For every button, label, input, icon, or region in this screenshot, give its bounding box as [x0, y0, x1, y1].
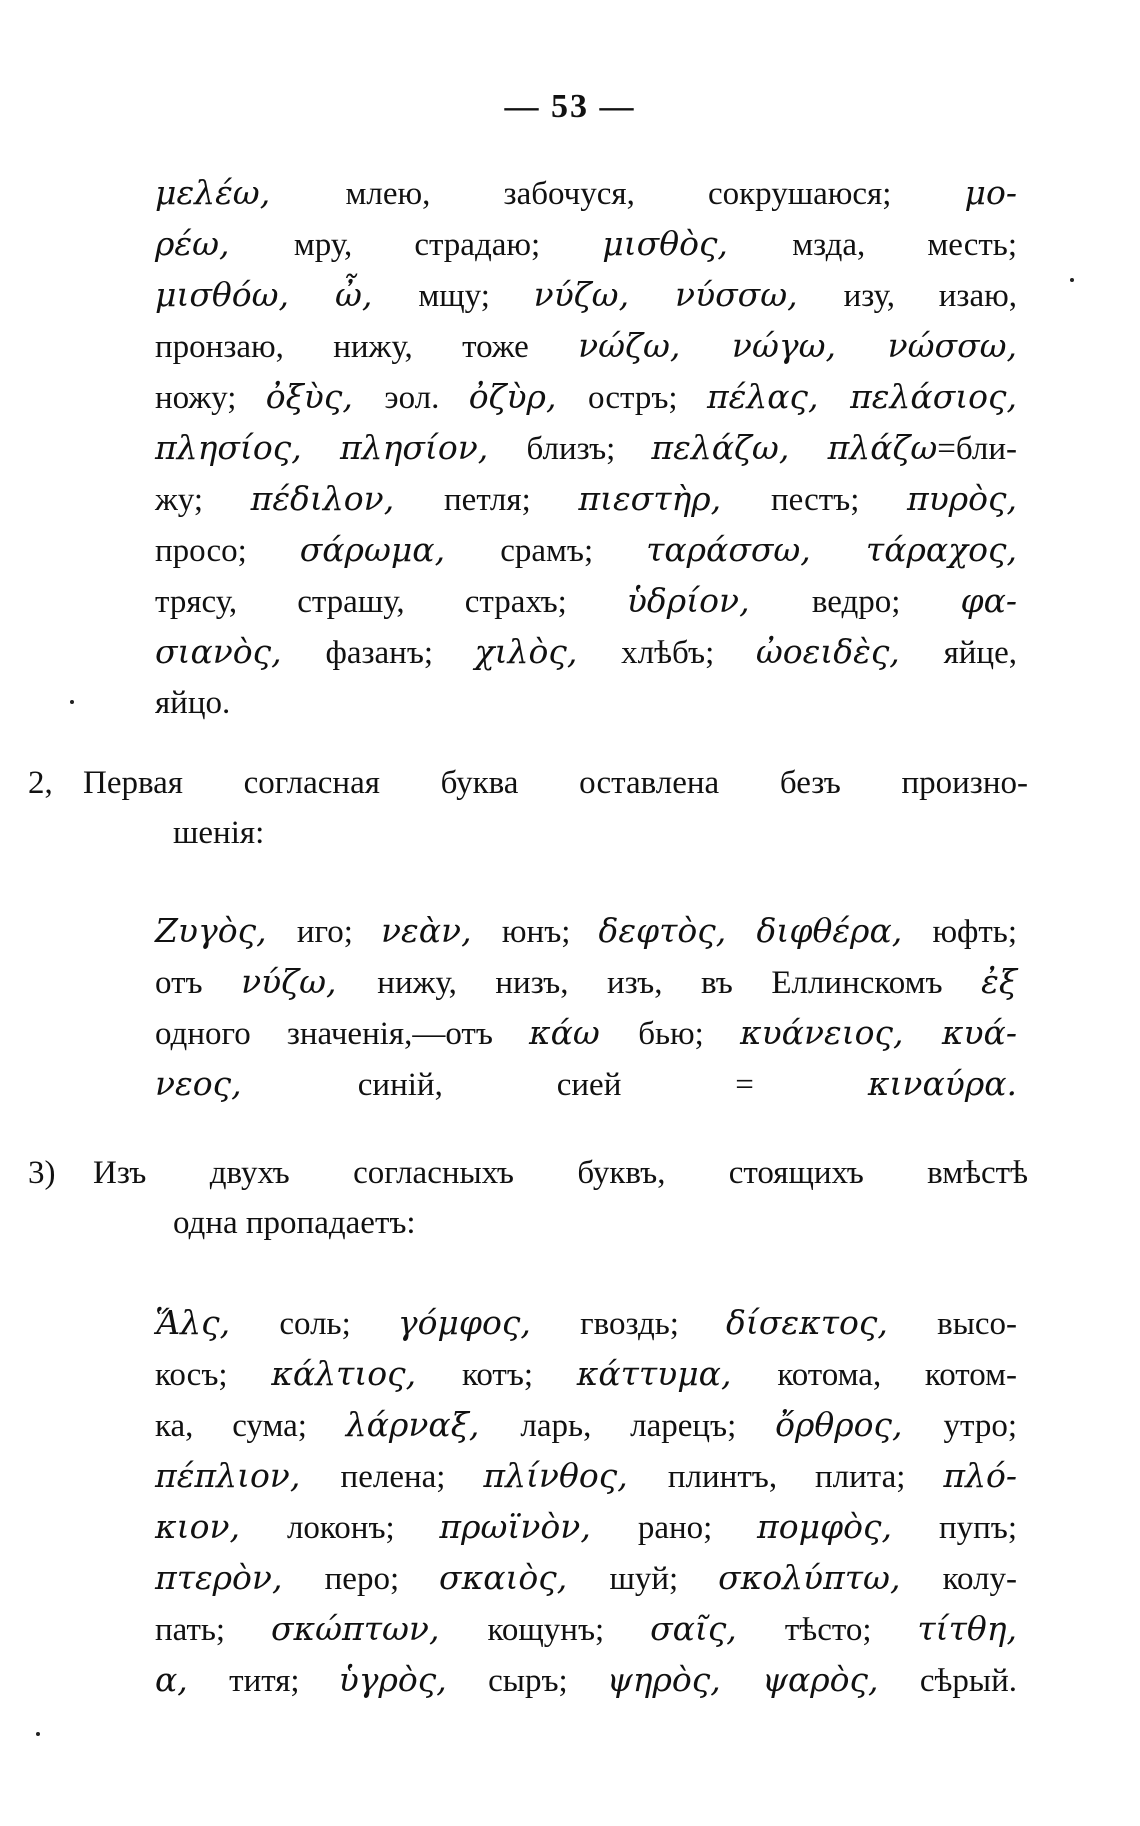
greek-word: ὄρθρος, [775, 1405, 944, 1444]
text-line [155, 1451, 1017, 1502]
paragraph-1 [155, 168, 1017, 728]
russian-text: котъ; [462, 1357, 577, 1393]
greek-word: κάττυμα, [576, 1354, 778, 1393]
russian-text: колу- [942, 1561, 1017, 1597]
greek-word: πέδιλον, [250, 479, 445, 518]
russian-text: изу, изаю, [843, 278, 1018, 314]
greek-word: κιον, [155, 1507, 287, 1546]
text-line [155, 1502, 1017, 1553]
heading-line-2: шенія: [173, 815, 265, 851]
russian-text: иго; [296, 914, 381, 950]
russian-text: утро; [943, 1408, 1017, 1444]
greek-word: σκαιὸς, [439, 1558, 610, 1597]
greek-word: ὑδρίον, [626, 581, 812, 620]
russian-text: тѣсто; [784, 1612, 918, 1648]
russian-text: пелена; [340, 1459, 484, 1495]
greek-word: πλησίος, πλησίον, [155, 428, 527, 467]
russian-text: ножу; [155, 380, 266, 416]
russian-text: ка, сума; [155, 1408, 346, 1444]
greek-word: Ζυγὸς, [155, 911, 297, 950]
russian-text: эол. [384, 380, 469, 416]
greek-word: πελάζω, πλάζω [651, 428, 938, 467]
russian-text: бью; [638, 1016, 740, 1052]
greek-word: λάρναξ, [345, 1405, 521, 1444]
russian-text: ларь, ларецъ; [520, 1408, 776, 1444]
russian-text: котома, котом- [777, 1357, 1017, 1393]
greek-word: κιναύρα. [867, 1064, 1017, 1103]
greek-word: κάλτιος, [271, 1354, 462, 1393]
russian-text: =бли- [937, 431, 1017, 467]
russian-text: трясу, страшу, страхъ; [155, 584, 627, 620]
heading-line-1: Изъ двухъ согласныхъ буквъ, стоящихъ вмѣстѣ [93, 1155, 1028, 1191]
russian-text: хлѣбъ; [621, 635, 756, 671]
greek-word: Ἅλς, [155, 1303, 280, 1342]
section-number: 2, [28, 765, 53, 801]
russian-text: одного значенія,—отъ [155, 1016, 529, 1052]
russian-text: соль; [279, 1306, 398, 1342]
greek-word: σαῖς, [650, 1609, 785, 1648]
russian-text: юфть; [932, 914, 1018, 950]
greek-word: πομφὸς, [757, 1507, 939, 1546]
russian-text: нижу, низъ, изъ, въ Еллинскомъ [377, 965, 982, 1001]
print-speck [70, 700, 74, 704]
russian-text: рано; [637, 1510, 758, 1546]
russian-text: фазанъ; [325, 635, 475, 671]
greek-word: δεφτὸς, διφθέρα, [598, 911, 933, 950]
text-line [155, 1553, 1017, 1604]
russian-text: высо- [937, 1306, 1017, 1342]
greek-word: ὀζὺρ, [468, 377, 589, 416]
text-line [155, 1059, 1017, 1110]
russian-text: сыръ; [488, 1663, 607, 1699]
russian-text: мру, страдаю; [293, 227, 603, 263]
greek-word: σιανὸς, [155, 632, 326, 671]
russian-text: жу; [155, 482, 251, 518]
greek-word: φα- [960, 581, 1018, 620]
print-speck [36, 1732, 40, 1736]
greek-word: πυρὸς, [907, 479, 1017, 518]
greek-word: κυάνειος, κυά- [739, 1013, 1017, 1052]
text-line [155, 219, 1017, 270]
russian-text: пронзаю, нижу, тоже [155, 329, 579, 365]
greek-word: τίτθη, [917, 1609, 1017, 1648]
russian-text: пупъ; [938, 1510, 1017, 1546]
greek-word: ὀξὺς, [265, 377, 385, 416]
russian-text: отъ [155, 965, 242, 1001]
greek-word: νεος, [155, 1064, 358, 1103]
text-line [155, 678, 1017, 728]
greek-word: νεὰν, [380, 911, 502, 950]
russian-text: кощунъ; [487, 1612, 651, 1648]
text-line [155, 906, 1017, 957]
russian-text: мщу; [418, 278, 534, 314]
greek-word: νύζω, [241, 962, 378, 1001]
greek-word: σκολύπτω, [718, 1558, 943, 1597]
text-line [155, 627, 1017, 678]
greek-word: κάω [529, 1013, 639, 1052]
russian-text: шуй; [609, 1561, 719, 1597]
greek-word: ταράσσω, τάραχος, [646, 530, 1017, 569]
greek-word: πέπλιον, [155, 1456, 341, 1495]
russian-text: титя; [229, 1663, 339, 1699]
russian-text: сѣрый. [919, 1663, 1018, 1699]
russian-text: ведро; [811, 584, 961, 620]
section-number: 3) [28, 1155, 56, 1191]
text-line [155, 576, 1017, 627]
russian-text: близъ; [526, 431, 652, 467]
russian-text: перо; [324, 1561, 440, 1597]
russian-text: гвоздь; [580, 1306, 727, 1342]
greek-word: ὑγρὸς, [338, 1660, 489, 1699]
russian-text: пестъ; [770, 482, 907, 518]
greek-word: ἐξ [981, 962, 1017, 1001]
text-line [155, 1604, 1017, 1655]
heading-line-1: Первая согласная буква оставлена безъ произно- [83, 765, 1028, 801]
page-number: — 53 — [504, 88, 636, 125]
greek-word: ρέω, [155, 224, 294, 263]
greek-word: σκώπτων, [270, 1609, 488, 1648]
russian-text: яйцо. [155, 685, 231, 721]
section-heading-2 [28, 758, 1028, 858]
greek-word: μελέω, [155, 173, 346, 212]
section-heading-3 [28, 1148, 1028, 1248]
text-line [155, 1655, 1017, 1706]
print-speck [1070, 278, 1074, 282]
russian-text: срамъ; [500, 533, 647, 569]
russian-text: просо; [155, 533, 300, 569]
greek-word: ψηρὸς, ψαρὸς, [606, 1660, 920, 1699]
greek-word: πλό- [943, 1456, 1017, 1495]
russian-text: яйце, [943, 635, 1017, 671]
text-line [155, 957, 1017, 1008]
text-line [155, 168, 1017, 219]
paragraph-2 [155, 906, 1017, 1110]
greek-word: πρωϊνὸν, [439, 1507, 638, 1546]
greek-word: α, [155, 1660, 230, 1699]
greek-word: ὠοειδὲς, [755, 632, 944, 671]
greek-word: γόμφος, [397, 1303, 581, 1342]
greek-word: χιλὸς, [474, 632, 622, 671]
greek-word: δίσεκτος, [726, 1303, 938, 1342]
russian-text: мзда, месть; [792, 227, 1017, 263]
greek-word: νύζω, νύσσω, [533, 275, 844, 314]
russian-text: пать; [155, 1612, 271, 1648]
russian-text: локонъ; [286, 1510, 440, 1546]
text-line [155, 321, 1017, 372]
text-line [155, 372, 1017, 423]
greek-word: πιεστὴρ, [578, 479, 771, 518]
text-line [155, 1400, 1017, 1451]
greek-word: μισθὸς, [602, 224, 793, 263]
greek-word: σάρωμα, [299, 530, 501, 569]
greek-word: πτερὸν, [155, 1558, 325, 1597]
russian-text: плинтъ, плита; [667, 1459, 944, 1495]
greek-word: μο- [964, 173, 1017, 212]
text-line [155, 474, 1017, 525]
text-line [155, 423, 1017, 474]
heading-line-2: одна пропадаетъ: [173, 1205, 416, 1241]
greek-word: πέλας, πελάσιος, [706, 377, 1018, 416]
russian-text: остръ; [588, 380, 707, 416]
text-line [155, 1298, 1017, 1349]
russian-text: петля; [444, 482, 579, 518]
greek-word: πλίνθος, [483, 1456, 668, 1495]
text-line [155, 270, 1017, 321]
text-line [155, 1349, 1017, 1400]
russian-text: юнъ; [501, 914, 599, 950]
russian-text: синій, сией = [357, 1067, 868, 1103]
russian-text: млею, забочуся, сокрушаюся; [345, 176, 965, 212]
text-line [155, 525, 1017, 576]
paragraph-3 [155, 1298, 1017, 1706]
text-line [155, 1008, 1017, 1059]
greek-word: νώζω, νώγω, νώσσω, [578, 326, 1017, 365]
russian-text: косъ; [155, 1357, 272, 1393]
greek-word: μισθόω, ὦ, [155, 275, 419, 314]
